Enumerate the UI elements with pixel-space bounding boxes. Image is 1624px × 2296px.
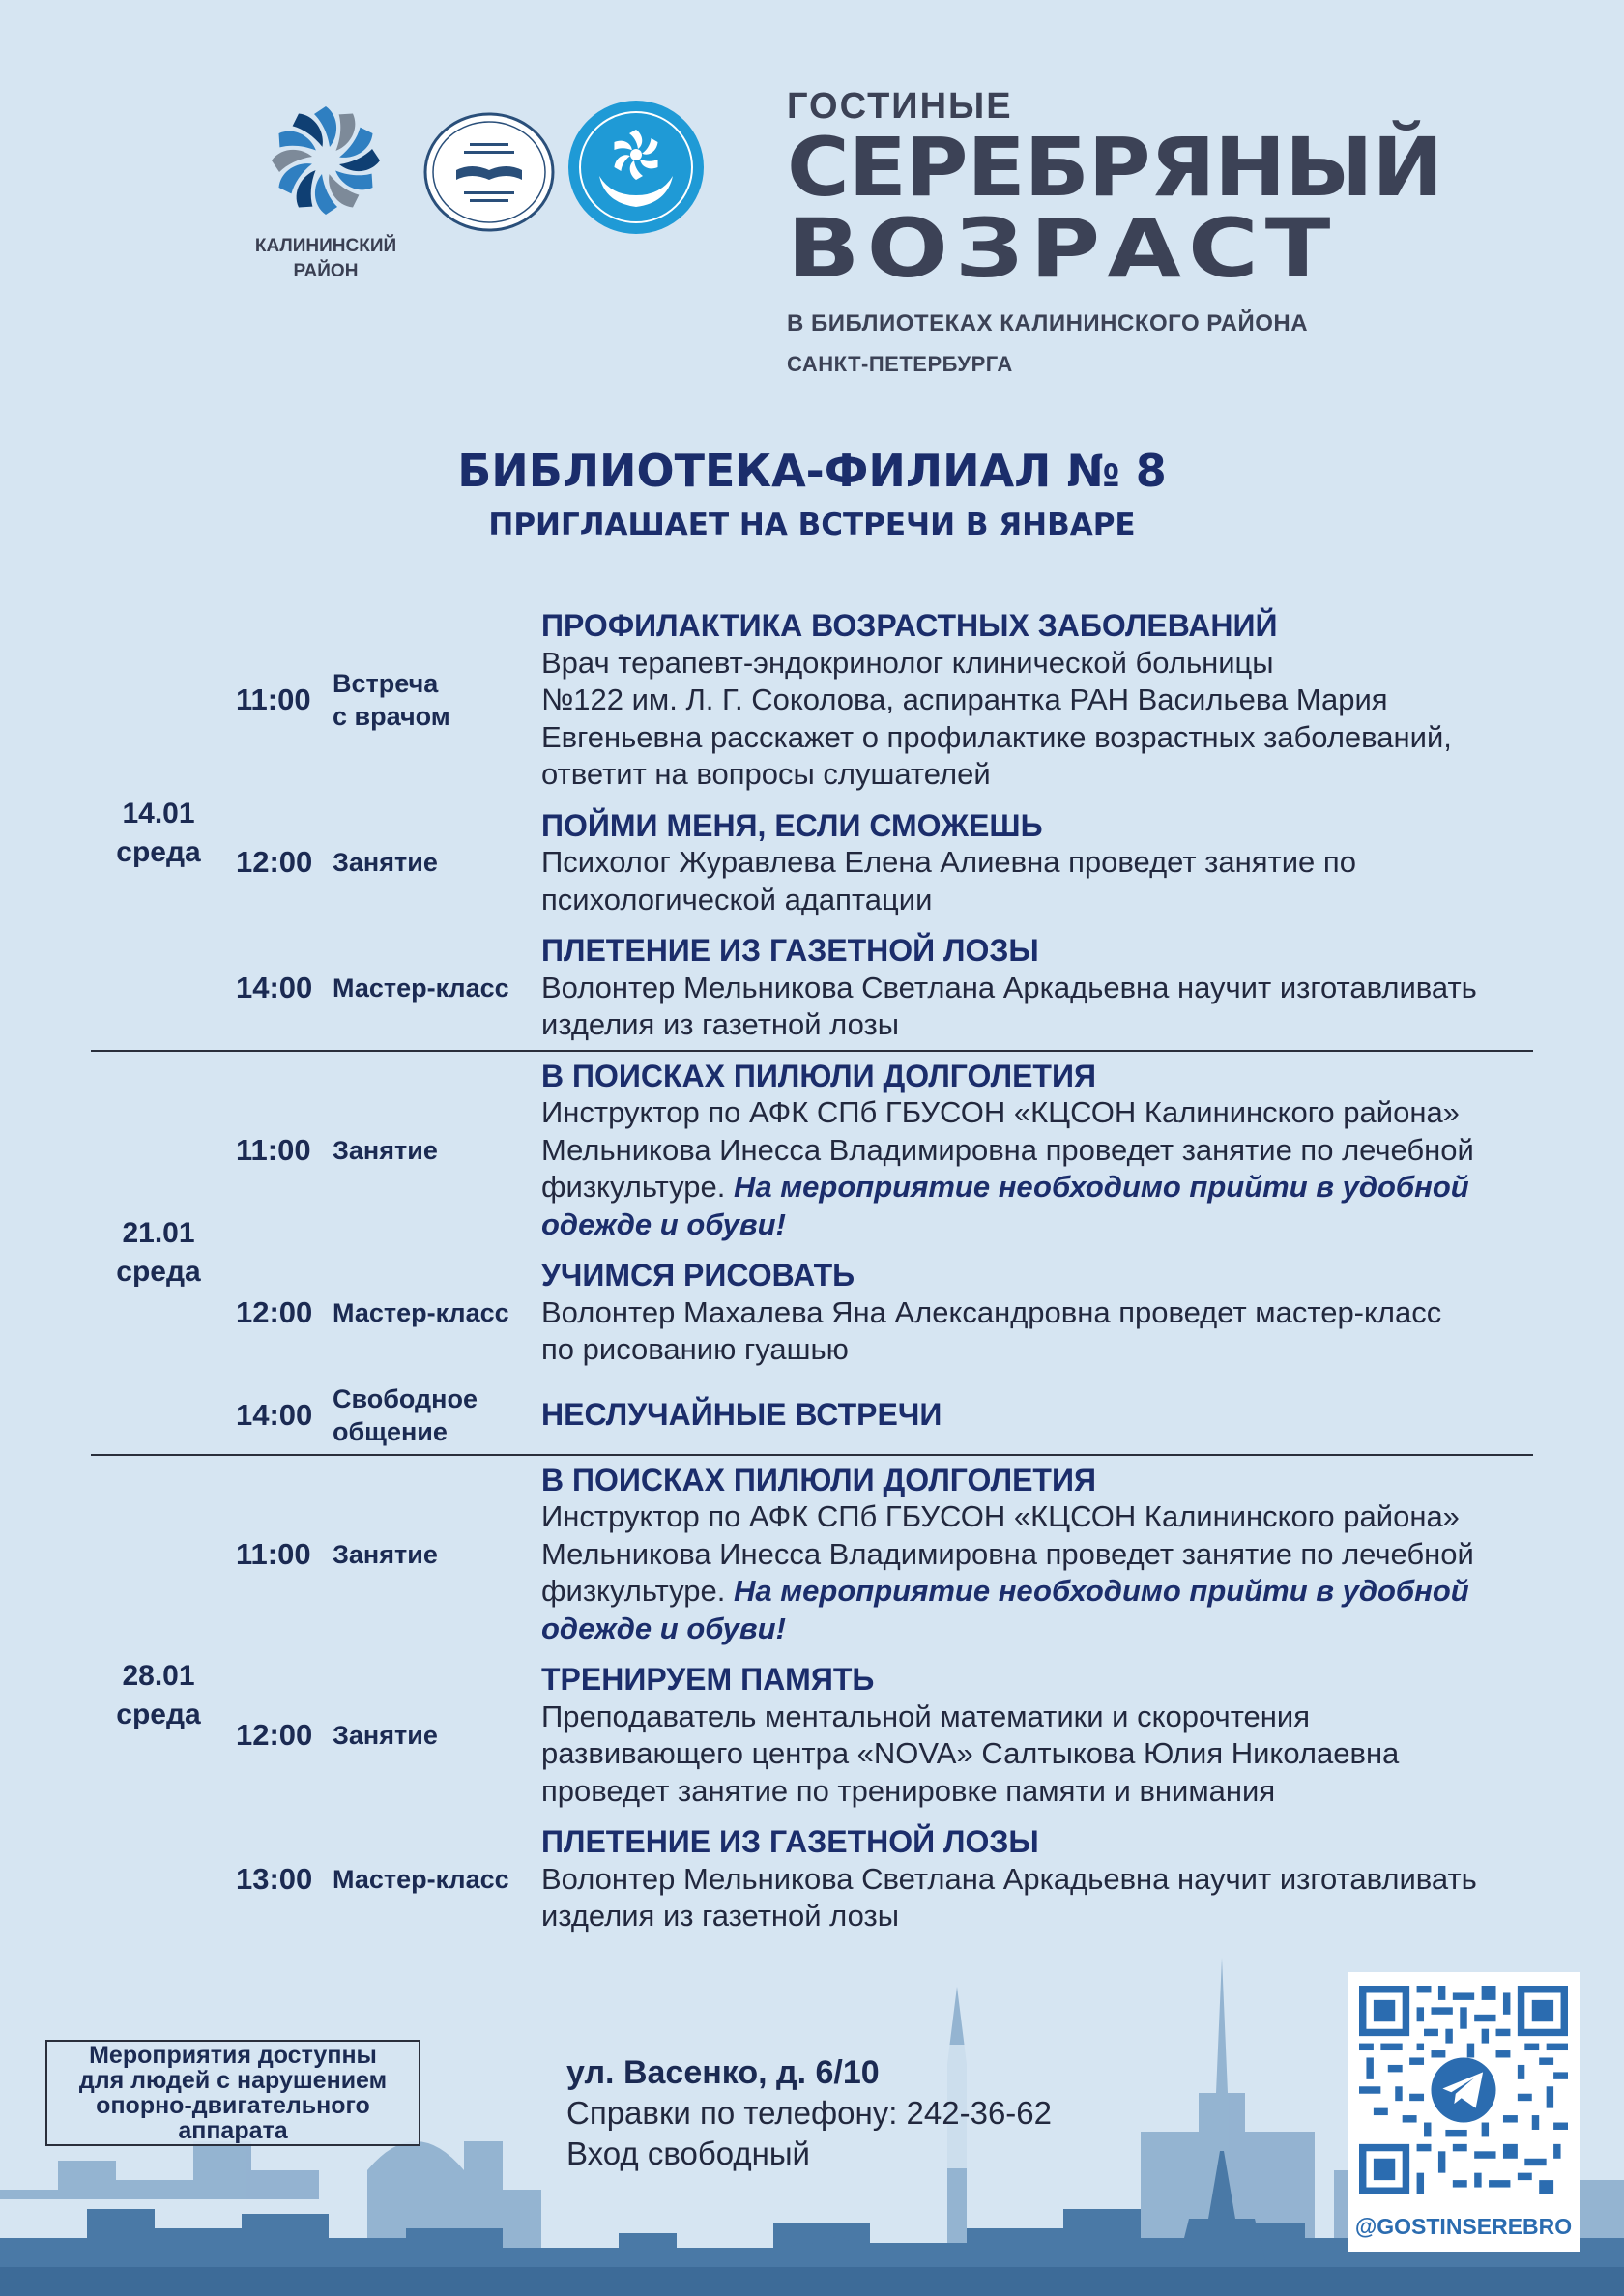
event-row (236, 1058, 1533, 1244)
district-logo-line2: РАЙОН (293, 261, 359, 281)
event-kind: Мастер-класс (333, 973, 509, 1003)
event-kind-line: Встреча (333, 669, 439, 699)
event-body (541, 807, 1533, 919)
event-body (541, 1462, 1533, 1648)
event-time: 12:00 (236, 845, 313, 880)
social-center-logo (566, 99, 706, 241)
event-line: по рисованию гуашью (541, 1332, 849, 1366)
event-line: Психолог Журавлева Елена Алиевна проведет занятие по (541, 845, 1356, 879)
event-kind: Мастер-класс (333, 1297, 509, 1327)
event-line: изделия из газетной лозы (541, 1007, 900, 1041)
brand-line3: ВОЗРАСТ (787, 201, 1338, 296)
page-title: БИБЛИОТЕКА-ФИЛИАЛ № 8 (457, 445, 1167, 497)
event-note: одежде и обуви! (541, 1611, 786, 1645)
brand-line2: СЕРЕБРЯНЫЙ (787, 120, 1443, 215)
schedule (91, 601, 1533, 1935)
event-line: Врач терапевт-эндокринолог клинической больницы (541, 645, 1274, 680)
date-value: 14.01 (122, 797, 195, 829)
event-line-text: физкультуре. (541, 1170, 734, 1204)
event-time: 14:00 (236, 970, 313, 1004)
access-line: Мероприятия доступны (89, 2042, 377, 2069)
event-line: Преподаватель ментальной математики и скорочтения (541, 1699, 1311, 1733)
event-time: 11:00 (236, 683, 311, 717)
event-time: 13:00 (236, 1861, 313, 1896)
qr-code[interactable] (1348, 1972, 1580, 2252)
social-center-hands-icon (566, 99, 706, 236)
date-value: 28.01 (122, 1659, 195, 1692)
page-subtitle: ПРИГЛАШАЕТ НА ВСТРЕЧИ В ЯНВАРЕ (488, 508, 1136, 542)
brand-line5: САНКТ-ПЕТЕРБУРГА (787, 352, 1013, 376)
event-line (541, 1573, 1533, 1611)
event-title: НЕСЛУЧАЙНЫЕ ВСТРЕЧИ (541, 1397, 942, 1433)
brand-line1: ГОСТИНЫЕ (787, 86, 1013, 127)
event-body (541, 1661, 1533, 1810)
event-line (541, 1169, 1533, 1206)
event-line: Мельникова Инесса Владимировна проведет занятие по лечебной (541, 1132, 1474, 1167)
event-title: ПОЙМИ МЕНЯ, ЕСЛИ СМОЖЕШЬ (541, 807, 1043, 843)
weekday: среда (116, 1255, 201, 1288)
event-line: Волонтер Махалева Яна Александровна проведет мастер-класс (541, 1294, 1442, 1329)
event-kind-line: Свободное (333, 1383, 478, 1413)
event-title: В ПОИСКАХ ПИЛЮЛИ ДОЛГОЛЕТИЯ (541, 1462, 1096, 1497)
event-line: Волонтер Мельникова Светлана Аркадьевна научит изготавливать (541, 1861, 1477, 1896)
event-row (236, 1382, 1533, 1448)
address: ул. Васенко, д. 6/10 (566, 2054, 880, 2091)
event-body (541, 607, 1533, 794)
event-kind: Мастер-класс (333, 1864, 509, 1894)
entry-info: Вход свободный (566, 2136, 810, 2171)
event-body (541, 1058, 1533, 1244)
event-time: 11:00 (236, 1132, 311, 1167)
event-line: психологической адаптации (541, 882, 933, 916)
event-row (236, 1661, 1533, 1810)
access-line: аппарата (178, 2117, 288, 2144)
event-line: проведет занятие по тренировке памяти и внимания (541, 1773, 1276, 1808)
event-line: №122 им. Л. Г. Соколова, аспирантка РАН Васильева Мария (541, 683, 1388, 716)
event-row (236, 1257, 1533, 1369)
event-time: 14:00 (236, 1397, 313, 1432)
event-line: Инструктор по АФК СПб ГБУСОН «КЦСОН Калининского района» (541, 1095, 1460, 1129)
access-line: опорно-двигательного (96, 2092, 370, 2119)
district-swirl-icon (272, 97, 380, 232)
brand-line4: В БИБЛИОТЕКАХ КАЛИНИНСКОГО РАЙОНА (787, 310, 1309, 336)
event-note: одежде и обуви! (541, 1206, 786, 1241)
event-kind-line: общение (333, 1416, 448, 1446)
district-logo (253, 97, 398, 282)
event-row (236, 932, 1533, 1044)
event-line: ответит на вопросы слушателей (541, 757, 991, 791)
district-logo-line1: КАЛИНИНСКИЙ (254, 236, 397, 256)
event-body (541, 932, 1533, 1044)
event-note: На мероприятие необходимо прийти в удобной (734, 1170, 1469, 1204)
event-kind (333, 1382, 541, 1448)
event-kind: Занятие (333, 1135, 438, 1165)
day-block (91, 607, 1533, 1050)
event-row (236, 807, 1533, 919)
event-body (541, 1823, 1533, 1935)
event-row (236, 607, 1533, 794)
qr-code-telegram-icon (1359, 1986, 1568, 2194)
event-time: 11:00 (236, 1536, 311, 1571)
event-body (541, 1396, 1533, 1434)
event-time: 12:00 (236, 1294, 313, 1329)
event-title: ПЛЕТЕНИЕ ИЗ ГАЗЕТНОЙ ЛОЗЫ (541, 1824, 1039, 1859)
brand-block (787, 85, 1443, 379)
event-title: ПЛЕТЕНИЕ ИЗ ГАЗЕТНОЙ ЛОЗЫ (541, 933, 1039, 968)
phone-info: Справки по телефону: 242-36-62 (566, 2095, 1052, 2131)
day-date (91, 1456, 226, 1935)
event-line: Инструктор по АФК СПб ГБУСОН «КЦСОН Калининского района» (541, 1499, 1460, 1533)
access-line: для людей с нарушением (78, 2067, 388, 2094)
accessibility-note (45, 2040, 420, 2146)
event-line-text: физкультуре. (541, 1574, 734, 1608)
event-kind: Занятие (333, 1539, 438, 1569)
event-kind: Занятие (333, 848, 438, 878)
event-kind (333, 667, 541, 733)
event-line: Евгеньевна расскажет о профилактике возрастных заболеваний, (541, 719, 1452, 754)
event-line: изделия из газетной лозы (541, 1899, 900, 1933)
event-body (541, 1257, 1533, 1369)
weekday: среда (116, 1698, 201, 1730)
event-line: Волонтер Мельникова Светлана Аркадьевна научит изготавливать (541, 970, 1477, 1004)
event-kind: Занятие (333, 1721, 438, 1750)
event-line: развивающего центра «NOVA» Салтыкова Юлия Николаевна (541, 1736, 1400, 1770)
event-kind-line: с врачом (333, 702, 450, 732)
social-handle: @GOSTINSEREBRO (1354, 2214, 1573, 2239)
event-title: ТРЕНИРУЕМ ПАМЯТЬ (541, 1662, 875, 1697)
day-block (91, 1454, 1533, 1935)
weekday: среда (116, 835, 201, 868)
day-date (91, 1052, 226, 1454)
date-value: 21.01 (122, 1216, 195, 1249)
event-row (236, 1823, 1533, 1935)
address-block (553, 2045, 1118, 2171)
day-block (91, 1050, 1533, 1454)
event-time: 12:00 (236, 1718, 313, 1752)
event-title: ПРОФИЛАКТИКА ВОЗРАСТНЫХ ЗАБОЛЕВАНИЙ (541, 608, 1278, 643)
cbs-library-logo (421, 112, 557, 237)
event-note: На мероприятие необходимо прийти в удобной (734, 1574, 1469, 1608)
cbs-library-seal-icon (421, 112, 557, 232)
event-title: В ПОИСКАХ ПИЛЮЛИ ДОЛГОЛЕТИЯ (541, 1058, 1096, 1093)
event-title: УЧИМСЯ РИСОВАТЬ (541, 1258, 856, 1293)
event-row (236, 1462, 1533, 1648)
event-line: Мельникова Инесса Владимировна проведет занятие по лечебной (541, 1536, 1474, 1571)
day-date (91, 607, 226, 1050)
